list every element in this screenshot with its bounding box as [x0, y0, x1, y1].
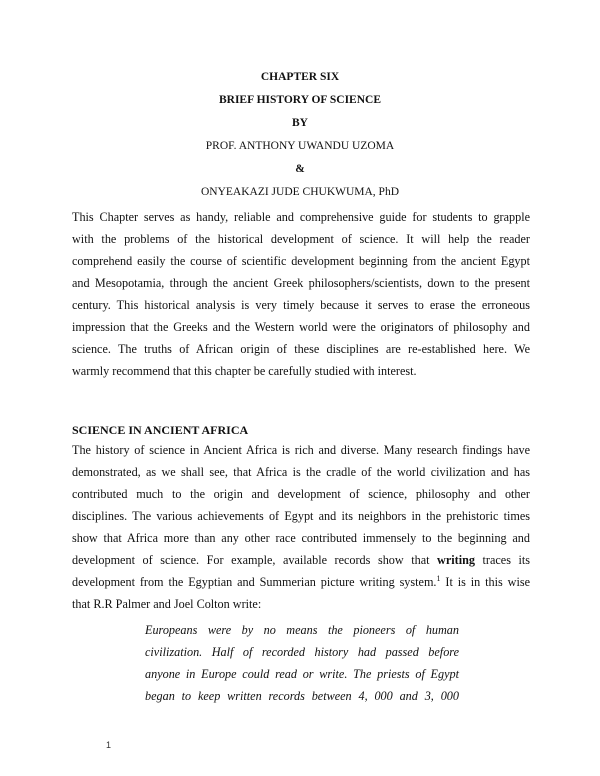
by-line: BY: [292, 117, 308, 129]
paragraph-line: The history of science in Ancient Africa is rich and diverse. Many research findings have: [72, 443, 530, 457]
paragraph-line: century. This historical analysis is very timely because it serves to erase the erroneous: [72, 298, 530, 312]
page-number: 1: [106, 740, 112, 750]
paragraph-line: science. The truths of African origin of these disciplines are re-established here. We: [72, 342, 530, 356]
paragraph-line: with the problems of the historical development of science. It will help the reader: [72, 232, 530, 246]
paragraph-line: and Mesopotamia, through the ancient Greek philosophers/scientists, down to the present: [72, 276, 530, 290]
chapter-title: BRIEF HISTORY OF SCIENCE: [218, 94, 382, 106]
emphasis-writing: writing: [437, 553, 475, 567]
author-1: PROF. ANTHONY UWANDU UZOMA: [205, 140, 395, 152]
chapter-header: [0, 70, 600, 208]
quote-line: began to keep written records between 4, 000 and 3, 000: [145, 689, 459, 703]
author-separator: &: [295, 163, 305, 175]
intro-paragraph: [72, 210, 530, 386]
author-2: ONYEAKAZI JUDE CHUKWUMA, PhD: [200, 186, 400, 198]
footnote-marker[interactable]: 1: [436, 573, 441, 583]
paragraph-line: This Chapter serves as handy, reliable and comprehensive guide for students to grapple: [72, 210, 530, 224]
paragraph-line: [72, 553, 530, 575]
quote-line: civilization. Half of recorded history had passed before: [145, 645, 459, 659]
chapter-number: CHAPTER SIX: [260, 71, 340, 83]
block-quote: [145, 623, 459, 711]
paragraph-line: disciplines. The various achievements of Egypt and its neighbors in the prehistoric times: [72, 509, 530, 523]
paragraph-line: [72, 575, 530, 597]
paragraph-line: impression that the Greeks and the Western world were the originators of philosophy and: [72, 320, 530, 334]
paragraph-line: that R.R Palmer and Joel Colton write:: [72, 597, 262, 611]
paragraph-line: show that Africa more than any other race contributed immensely to the beginning and: [72, 531, 530, 545]
line-text: traces its: [474, 553, 530, 567]
paragraph-line: warmly recommend that this chapter be carefully studied with interest.: [72, 364, 417, 378]
quote-line: anyone in Europe could read or write. The priests of Egypt: [145, 667, 459, 681]
line-text: It is in this wise: [440, 575, 530, 589]
quote-line: Europeans were by no means the pioneers of human: [145, 623, 459, 637]
line-text: development from the Egyptian and Summerian picture writing system.: [72, 575, 437, 589]
paragraph-line: comprehend easily the course of scientific development beginning from the ancient Egypt: [72, 254, 530, 268]
paragraph-line: demonstrated, as we shall see, that Africa is the cradle of the world civilization and has: [72, 465, 530, 479]
section-heading: SCIENCE IN ANCIENT AFRICA: [72, 423, 249, 437]
line-text: development of science. For example, available records show that: [72, 553, 438, 567]
paragraph-line: contributed much to the origin and development of science, philosophy and other: [72, 487, 530, 501]
section-paragraph: [72, 443, 530, 619]
